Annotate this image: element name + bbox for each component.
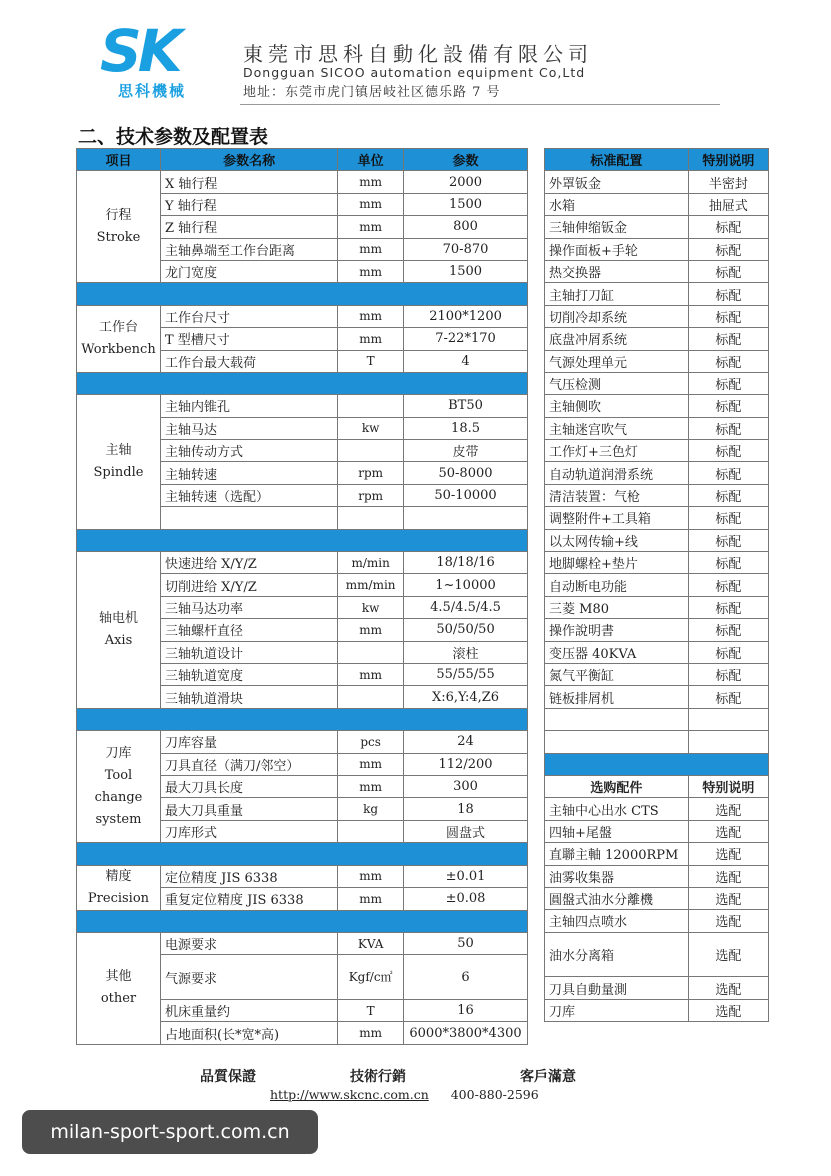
param-name: 主轴鼻端至工作台距离 (160, 238, 337, 260)
group-label-cn: 其他 (105, 969, 132, 985)
param-name: X 轴行程 (160, 171, 337, 193)
param-name: 主轴马达 (160, 417, 337, 439)
config-item: 氮气平衡缸 (545, 663, 689, 685)
param-unit: mm (338, 260, 404, 282)
table-row (77, 395, 528, 417)
phone-number: 400-880-2596 (450, 1087, 539, 1102)
param-unit: mm (338, 775, 404, 797)
column-header: 参数 (404, 149, 528, 171)
param-name: 三轴轨道滑块 (160, 686, 337, 708)
config-row (545, 395, 769, 417)
config-item: 以太网传输+线 (545, 529, 689, 551)
group-label-en: Tool change system (94, 767, 143, 827)
config-row (545, 619, 769, 641)
param-unit: T (338, 350, 404, 372)
param-unit: mm (338, 753, 404, 775)
config-note: 标配 (688, 484, 768, 506)
param-unit: mm (338, 888, 404, 911)
param-name: 主轴转速（选配） (160, 484, 337, 506)
param-unit (338, 641, 404, 663)
param-value: 皮带 (404, 440, 528, 462)
config-header-row (545, 149, 769, 171)
config-item: 气源处理单元 (545, 350, 689, 372)
config-row (545, 596, 769, 618)
group-label-en: Spindle (93, 464, 144, 480)
config-item: 自动轨道润滑系统 (545, 462, 689, 484)
optional-column-header: 特别说明 (688, 775, 768, 797)
group-separator-row (77, 372, 528, 394)
footer-contact (270, 1087, 539, 1102)
table-row (77, 932, 528, 954)
param-name: 三轴轨道宽度 (160, 663, 337, 685)
config-row (545, 193, 769, 215)
param-unit: mm (338, 216, 404, 238)
optional-row (545, 865, 769, 887)
config-row (545, 708, 769, 730)
group-label-en: other (100, 991, 137, 1007)
param-value: 18/18/16 (404, 552, 528, 574)
param-name: 主轴传动方式 (160, 440, 337, 462)
config-row (545, 260, 769, 282)
config-note: 标配 (688, 641, 768, 663)
param-value: X:6,Y:4,Z6 (404, 686, 528, 708)
param-unit: T (338, 1000, 404, 1022)
param-value: 16 (404, 1000, 528, 1022)
company-logo (100, 17, 220, 102)
param-name: 三轴马达功率 (160, 596, 337, 618)
config-note: 标配 (688, 395, 768, 417)
param-unit: mm (338, 619, 404, 641)
param-value: ±0.08 (404, 888, 528, 911)
param-unit: Kgf/c㎡ (338, 955, 404, 1000)
optional-note: 选配 (688, 843, 768, 865)
group-label (77, 395, 161, 529)
optional-row (545, 910, 769, 932)
config-note: 标配 (688, 552, 768, 574)
group-label (77, 865, 161, 910)
param-unit: rpm (338, 484, 404, 506)
config-row (545, 574, 769, 596)
config-item: 操作面板+手轮 (545, 238, 689, 260)
group-separator-row (77, 283, 528, 305)
param-name: 快速进给 X/Y/Z (160, 552, 337, 574)
config-row (545, 440, 769, 462)
param-value: 55/55/55 (404, 663, 528, 685)
optional-item: 直聯主軸 12000RPM (545, 843, 689, 865)
optional-row (545, 798, 769, 820)
config-item: 主轴迷宫吹气 (545, 417, 689, 439)
config-note: 标配 (688, 260, 768, 282)
param-name: 最大刀具长度 (160, 775, 337, 797)
param-value: 800 (404, 216, 528, 238)
param-value: BT50 (404, 395, 528, 417)
table-row (77, 731, 528, 753)
param-value (404, 507, 528, 529)
technical-parameters-table (76, 148, 528, 1045)
group-label-en: Workbench (81, 341, 156, 357)
optional-note: 选配 (688, 910, 768, 932)
param-unit (338, 820, 404, 842)
config-note: 半密封 (688, 171, 768, 193)
group-label-en: Stroke (96, 229, 141, 245)
slogan-quality: 品質保證 (200, 1069, 256, 1085)
config-column-header: 标准配置 (545, 149, 689, 171)
optional-item: 主轴中心出水 CTS (545, 798, 689, 820)
group-label-cn: 精度 (105, 868, 132, 884)
group-separator-row (77, 843, 528, 865)
config-row (545, 552, 769, 574)
optional-item: 油雾收集器 (545, 865, 689, 887)
config-note: 标配 (688, 305, 768, 327)
config-note: 标配 (688, 619, 768, 641)
param-unit: rpm (338, 462, 404, 484)
section-title: 二、技术参数及配置表 (78, 126, 269, 148)
group-label (77, 731, 161, 843)
slogan-satisfaction: 客戶滿意 (520, 1069, 576, 1085)
optional-note: 选配 (688, 798, 768, 820)
param-name: 主轴内锥孔 (160, 395, 337, 417)
config-item: 三菱 M80 (545, 596, 689, 618)
optional-note: 选配 (688, 999, 768, 1021)
column-header: 单位 (338, 149, 404, 171)
config-item: 调整附件+工具箱 (545, 507, 689, 529)
config-item: 主轴打刀缸 (545, 283, 689, 305)
config-item: 底盘冲屑系统 (545, 328, 689, 350)
param-value: 4.5/4.5/4.5 (404, 596, 528, 618)
separator-cell (77, 529, 528, 551)
optional-item: 刀具自動量測 (545, 977, 689, 999)
group-label (77, 552, 161, 709)
config-row (545, 417, 769, 439)
optional-item: 主轴四点喷水 (545, 910, 689, 932)
param-unit: mm (338, 171, 404, 193)
config-row (545, 686, 769, 708)
slogan-marketing: 技術行銷 (350, 1069, 406, 1085)
param-unit: mm (338, 328, 404, 350)
param-value: 300 (404, 775, 528, 797)
config-row (545, 529, 769, 551)
param-value: 滚柱 (404, 641, 528, 663)
optional-note: 选配 (688, 977, 768, 999)
config-item: 清洁装置：气枪 (545, 484, 689, 506)
param-value: 24 (404, 731, 528, 753)
optional-row (545, 820, 769, 842)
param-value: 2000 (404, 171, 528, 193)
config-note: 标配 (688, 596, 768, 618)
column-header: 项目 (77, 149, 161, 171)
config-item (545, 731, 689, 753)
param-unit: kw (338, 596, 404, 618)
param-unit: mm (338, 1022, 404, 1044)
param-name: 工作台最大载荷 (160, 350, 337, 372)
website-link[interactable]: http://www.skcnc.com.cn (270, 1087, 429, 1102)
table-row (77, 865, 528, 888)
param-value: 2100*1200 (404, 305, 528, 327)
configuration-table (544, 148, 769, 1022)
param-unit: mm (338, 865, 404, 888)
param-name: 三轴螺杆直径 (160, 619, 337, 641)
config-item: 气压检测 (545, 372, 689, 394)
company-address: 地址：东莞市虎门镇居岐社区德乐路 7 号 (243, 85, 501, 100)
config-note: 标配 (688, 350, 768, 372)
param-name: T 型槽尺寸 (160, 328, 337, 350)
param-value: 70-870 (404, 238, 528, 260)
param-name: 定位精度 JIS 6338 (160, 865, 337, 888)
config-row (545, 507, 769, 529)
group-label-en: Precision (87, 890, 150, 906)
config-item: 外罩钣金 (545, 171, 689, 193)
group-separator-row (77, 910, 528, 932)
group-label-cn: 行程 (105, 207, 132, 223)
group-separator-row (77, 708, 528, 730)
param-name: 占地面积(长*宽*高) (160, 1022, 337, 1044)
separator-cell (77, 910, 528, 932)
param-value: 1500 (404, 260, 528, 282)
optional-item: 油水分离箱 (545, 932, 689, 977)
optional-row (545, 999, 769, 1021)
param-unit: mm/min (338, 574, 404, 596)
param-value: 18 (404, 798, 528, 820)
config-note: 标配 (688, 686, 768, 708)
config-note: 标配 (688, 574, 768, 596)
param-unit: KVA (338, 932, 404, 954)
group-label (77, 171, 161, 283)
config-item: 三轴伸缩钣金 (545, 216, 689, 238)
config-item: 地脚螺栓+垫片 (545, 552, 689, 574)
param-unit: mm (338, 663, 404, 685)
config-item: 变压器 40KVA (545, 641, 689, 663)
config-row (545, 283, 769, 305)
config-row (545, 641, 769, 663)
config-item: 操作說明書 (545, 619, 689, 641)
config-column-header: 特别说明 (688, 149, 768, 171)
param-value: 50/50/50 (404, 619, 528, 641)
config-row (545, 663, 769, 685)
config-note: 标配 (688, 663, 768, 685)
config-note: 标配 (688, 238, 768, 260)
config-row (545, 171, 769, 193)
param-value: 112/200 (404, 753, 528, 775)
config-row (545, 238, 769, 260)
param-unit: mm (338, 193, 404, 215)
param-value: 50-8000 (404, 462, 528, 484)
param-name: 切削进给 X/Y/Z (160, 574, 337, 596)
company-name-cn: 東莞市思科自動化設備有限公司 (243, 42, 593, 66)
group-label-cn: 主轴 (105, 442, 132, 458)
optional-note: 选配 (688, 932, 768, 977)
param-value: 6 (404, 955, 528, 1000)
config-note: 标配 (688, 328, 768, 350)
letterhead (0, 0, 831, 110)
param-unit: kw (338, 417, 404, 439)
param-unit: m/min (338, 552, 404, 574)
group-label (77, 932, 161, 1044)
param-name: 重复定位精度 JIS 6338 (160, 888, 337, 911)
config-row (545, 731, 769, 753)
config-note (688, 708, 768, 730)
config-row (545, 305, 769, 327)
param-name: Z 轴行程 (160, 216, 337, 238)
watermark-badge: milan-sport-sport.com.cn (22, 1110, 318, 1154)
config-separator-row (545, 753, 769, 775)
config-row (545, 216, 769, 238)
config-note (688, 731, 768, 753)
config-note: 标配 (688, 216, 768, 238)
config-item: 工作灯+三色灯 (545, 440, 689, 462)
param-unit (338, 507, 404, 529)
param-name: 三轴轨道设计 (160, 641, 337, 663)
group-label-en: Axis (104, 632, 133, 648)
config-item: 水箱 (545, 193, 689, 215)
optional-row (545, 977, 769, 999)
param-value: 4 (404, 350, 528, 372)
config-item: 切削冷却系统 (545, 305, 689, 327)
logo-caption: 思科機械 (118, 82, 187, 100)
param-unit: mm (338, 238, 404, 260)
param-unit (338, 440, 404, 462)
group-separator-row (77, 529, 528, 551)
config-note: 标配 (688, 462, 768, 484)
optional-item: 圓盤式油水分離機 (545, 887, 689, 909)
param-name: 最大刀具重量 (160, 798, 337, 820)
optional-column-header: 选购配件 (545, 775, 689, 797)
param-name: 主轴转速 (160, 462, 337, 484)
param-value: 6000*3800*4300 (404, 1022, 528, 1044)
config-row (545, 484, 769, 506)
config-row (545, 350, 769, 372)
table-row (77, 552, 528, 574)
param-value: 圆盘式 (404, 820, 528, 842)
config-note: 标配 (688, 417, 768, 439)
param-value: 50-10000 (404, 484, 528, 506)
param-value: 1~10000 (404, 574, 528, 596)
param-name: 刀库形式 (160, 820, 337, 842)
config-row (545, 462, 769, 484)
group-label (77, 305, 161, 372)
group-label-cn: 轴电机 (98, 610, 138, 626)
separator-cell (77, 372, 528, 394)
optional-note: 选配 (688, 887, 768, 909)
param-unit: kg (338, 798, 404, 820)
param-value: 18.5 (404, 417, 528, 439)
optional-note: 选配 (688, 865, 768, 887)
param-name (160, 507, 337, 529)
separator-cell (77, 283, 528, 305)
table-row (77, 305, 528, 327)
config-note: 抽屉式 (688, 193, 768, 215)
company-name-en: Dongguan SICOO automation equipment Co,Ltd (243, 65, 586, 80)
config-item: 主轴侧吹 (545, 395, 689, 417)
header-divider (240, 104, 720, 105)
param-unit: pcs (338, 731, 404, 753)
config-item: 热交换器 (545, 260, 689, 282)
param-value: 7-22*170 (404, 328, 528, 350)
column-header: 参数名称 (160, 149, 337, 171)
config-note: 标配 (688, 372, 768, 394)
config-row (545, 328, 769, 350)
param-value: 1500 (404, 193, 528, 215)
optional-row (545, 887, 769, 909)
table-row (77, 171, 528, 193)
param-name: 刀具直径（满刀/邻空） (160, 753, 337, 775)
param-unit (338, 686, 404, 708)
separator-cell (77, 843, 528, 865)
table-header-row (77, 149, 528, 171)
optional-header-row (545, 775, 769, 797)
config-note: 标配 (688, 507, 768, 529)
optional-item: 刀库 (545, 999, 689, 1021)
param-value: 50 (404, 932, 528, 954)
config-note: 标配 (688, 283, 768, 305)
config-row (545, 372, 769, 394)
param-name: 工作台尺寸 (160, 305, 337, 327)
optional-item: 四轴+尾盤 (545, 820, 689, 842)
optional-row (545, 843, 769, 865)
param-unit: mm (338, 305, 404, 327)
separator-cell (545, 753, 769, 775)
param-name: Y 轴行程 (160, 193, 337, 215)
param-name: 气源要求 (160, 955, 337, 1000)
param-name: 刀库容量 (160, 731, 337, 753)
config-item (545, 708, 689, 730)
param-name: 龙门宽度 (160, 260, 337, 282)
config-note: 标配 (688, 529, 768, 551)
logo-mark: SK (100, 17, 179, 85)
param-value: ±0.01 (404, 865, 528, 888)
optional-note: 选配 (688, 820, 768, 842)
config-item: 链板排屑机 (545, 686, 689, 708)
separator-cell (77, 708, 528, 730)
config-note: 标配 (688, 440, 768, 462)
optional-row (545, 932, 769, 977)
param-unit (338, 395, 404, 417)
group-label-cn: 工作台 (98, 319, 138, 335)
param-name: 电源要求 (160, 932, 337, 954)
config-item: 自动断电功能 (545, 574, 689, 596)
param-name: 机床重量约 (160, 1000, 337, 1022)
group-label-cn: 刀库 (105, 745, 132, 761)
